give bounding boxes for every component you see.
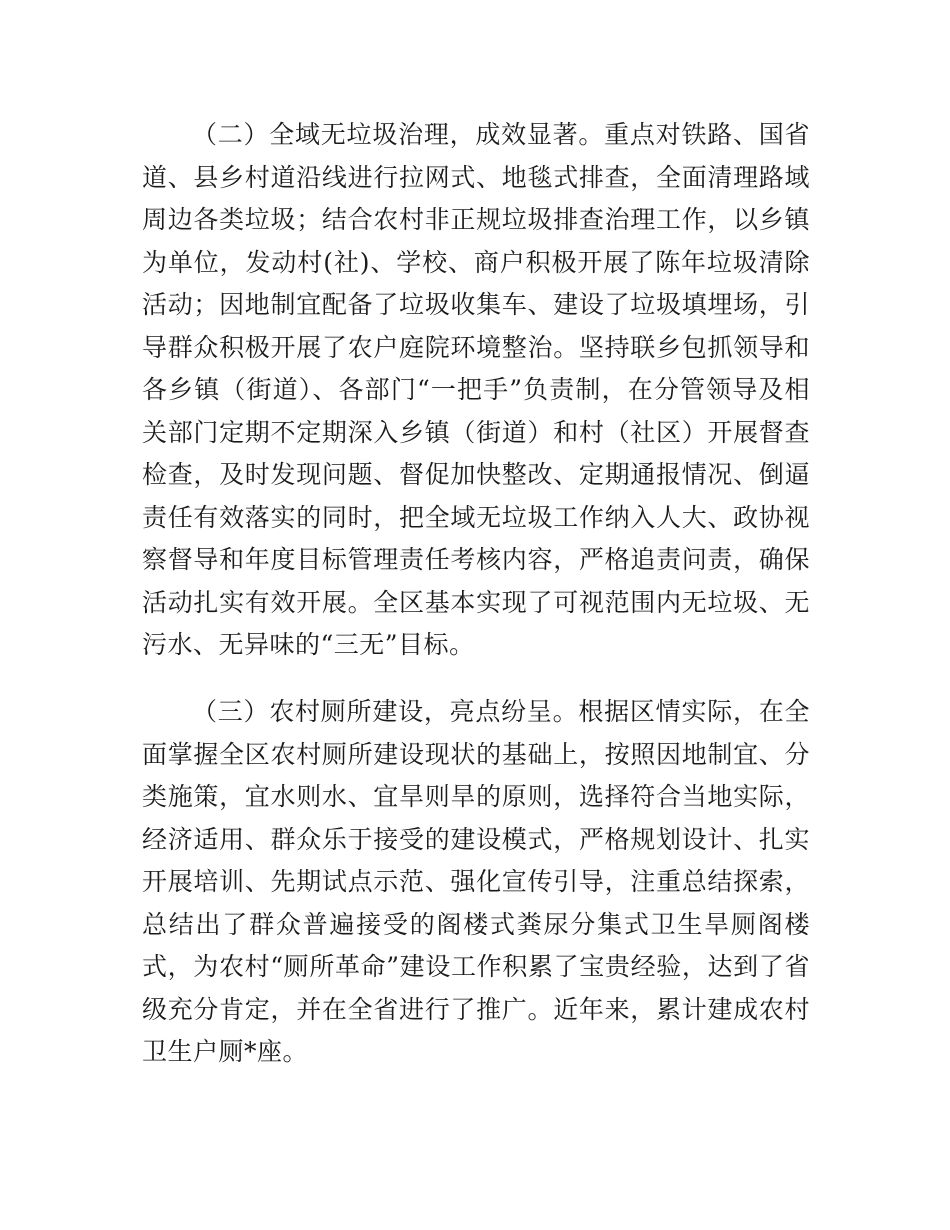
- paragraph-rural-toilet-construction: （三）农村厕所建设，亮点纷呈。根据区情实际，在全面掌握全区农村厕所建设现状的基础上，按照因地制宜、分类施策，宜水则水、宜旱则旱的原则，选择符合当地实际，经济适用、群众乐于接受的建设模式，严格规划设计、扎实开展培训、先期试点示范、强化宣传引导，注重总结探索，总结出了群众普遍接受的阁楼式粪尿分集式卫生旱厕阁楼式，为农村“厕所革命”建设工作积累了宝贵经验，达到了省级充分肯定，并在全省进行了推广。近年来，累计建成农村卫生户厕*座。: [142, 697, 810, 1066]
- paragraph-rural-garbage-governance: （二）全域无垃圾治理，成效显著。重点对铁路、国省道、县乡村道沿线进行拉网式、地毯式排查，全面清理路域周边各类垃圾；结合农村非正规垃圾排查治理工作，以乡镇为单位，发动村(社)、学校、商户积极开展了陈年垃圾清除活动；因地制宜配备了垃圾收集车、建设了垃圾填埋场，引导群众积极开展了农户庭院环境整治。坚持联乡包抓领导和各乡镇（街道）、各部门“一把手”负责制，在分管领导及相关部门定期不定期深入乡镇（街道）和村（社区）开展督查检查，及时发现问题、督促加快整改、定期通报情况、倒逼责任有效落实的同时，把全域无垃圾工作纳入人大、政协视察督导和年度目标管理责任考核内容，严格追责问责，确保活动扎实有效开展。全区基本实现了可视范围内无垃圾、无污水、无异味的“三无”目标。: [142, 120, 810, 659]
